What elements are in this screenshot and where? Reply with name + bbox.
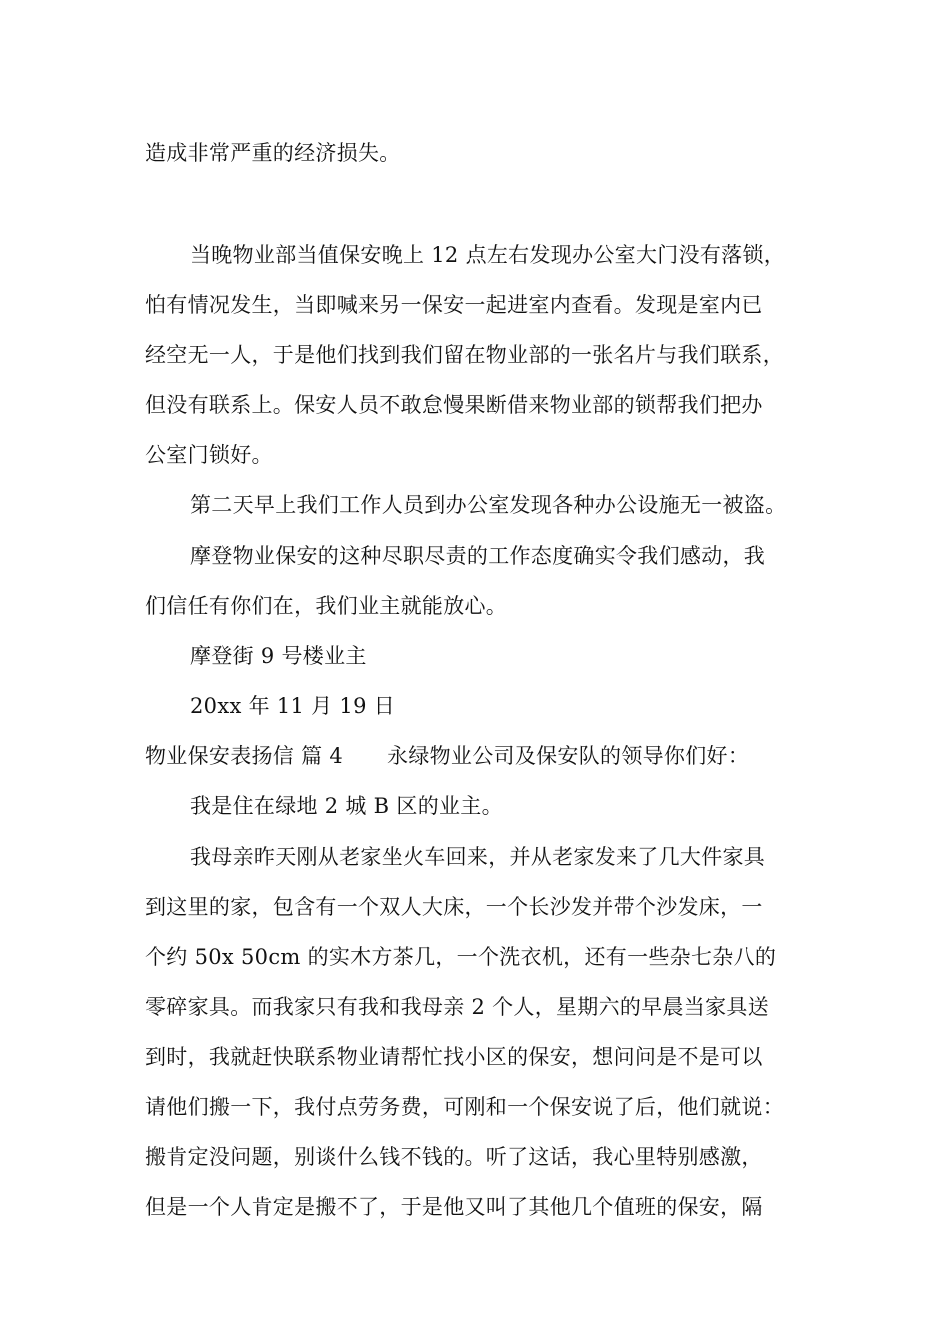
paragraph-line: 们信任有你们在，我们业主就能放心。: [145, 594, 508, 618]
paragraph-line: 第二天早上我们工作人员到办公室发现各种办公设施无一被盗。: [190, 493, 787, 517]
paragraph-line: 怕有情况发生，当即喊来另一保安一起进室内查看。发现是室内已: [145, 293, 763, 317]
paragraph-line: 到时，我就赶快联系物业请帮忙找小区的保安，想问问是不是可以: [145, 1045, 763, 1069]
paragraph-line: 公室门锁好。: [145, 443, 273, 467]
paragraph-line: 零碎家具。而我家只有我和我母亲 2 个人，星期六的早晨当家具送: [145, 995, 770, 1019]
paragraph-line: 当晚物业部当值保安晚上 12 点左右发现办公室大门没有落锁，: [190, 243, 786, 267]
paragraph-line: 到这里的家，包含有一个双人大床，一个长沙发并带个沙发床，一: [145, 895, 763, 919]
section-heading-line: [145, 741, 749, 771]
paragraph-line: 个约 50x 50cm 的实木方茶几，一个洗衣机，还有一些杂七杂八的: [145, 945, 777, 969]
salutation: 永绿物业公司及保安队的领导你们好：: [387, 744, 750, 768]
paragraph-line: 摩登物业保安的这种尽职尽责的工作态度确实令我们感动，我: [190, 544, 766, 568]
paragraph-line: 但没有联系上。保安人员不敢怠慢果断借来物业部的锁帮我们把办: [145, 393, 763, 417]
paragraph-line: 请他们搬一下，我付点劳务费，可刚和一个保安说了后，他们就说：: [145, 1095, 784, 1119]
paragraph-line: 经空无一人，于是他们找到我们留在物业部的一张名片与我们联系，: [145, 343, 784, 367]
paragraph-line: 我是住在绿地 2 城 B 区的业主。: [190, 794, 503, 818]
paragraph-line: 我母亲昨天刚从老家坐火车回来，并从老家发来了几大件家具: [190, 845, 766, 869]
paragraph-line: 但是一个人肯定是搬不了，于是他又叫了其他几个值班的保安，隔: [145, 1195, 763, 1219]
paragraph-line: 搬肯定没问题，别谈什么钱不钱的。听了这话，我心里特别感激，: [145, 1145, 763, 1169]
paragraph-line: 造成非常严重的经济损失。: [145, 141, 401, 165]
date-line: 20xx 年 11 月 19 日: [190, 694, 396, 718]
section-title: 物业保安表扬信 篇 4: [145, 744, 344, 768]
signature-line: 摩登街 9 号楼业主: [190, 644, 367, 668]
